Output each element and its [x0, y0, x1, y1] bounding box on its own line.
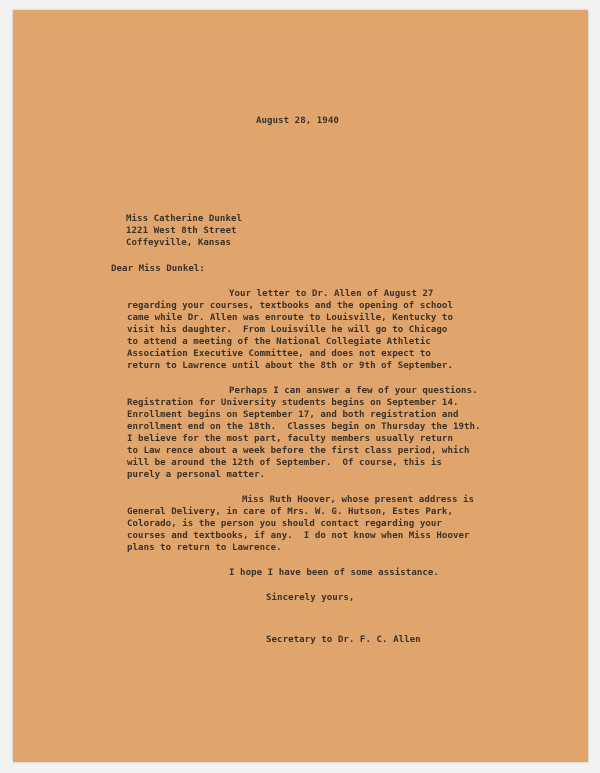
- closing-remark: I hope I have been of some assistance.: [229, 568, 439, 578]
- complimentary-close: Sincerely yours,: [266, 593, 355, 603]
- paragraph-line: Your letter to Dr. Allen of August 27: [229, 289, 434, 299]
- paragraph-line: Association Executive Committee, and does not expect to: [127, 349, 431, 359]
- paragraph-line: General Delivery, in care of Mrs. W. G. Hutson, Estes Park,: [127, 507, 453, 517]
- paragraph-line: to Law rence about a week before the first class period, which: [127, 446, 470, 456]
- paragraph-line: purely a personal matter.: [127, 470, 266, 480]
- paragraph-line: will be around the 12th of September. Of course, this is: [127, 458, 442, 468]
- paragraph-line: came while Dr. Allen was enroute to Louisville, Kentucky to: [127, 313, 453, 323]
- paragraph-line: Perhaps I can answer a few of your questions.: [229, 386, 478, 396]
- paragraph-line: Miss Ruth Hoover, whose present address is: [242, 495, 475, 505]
- paragraph-line: return to Lawrence until about the 8th or 9th of September.: [127, 361, 453, 371]
- paragraph-line: enrollment end on the 18th. Classes begin on Thursday the 19th.: [127, 422, 481, 432]
- paragraph-line: regarding your courses, textbooks and the opening of school: [127, 301, 453, 311]
- paragraph-line: to attend a meeting of the National Collegiate Athletic: [127, 337, 431, 347]
- paragraph-line: I believe for the most part, faculty members usually return: [127, 434, 453, 444]
- recipient-street: 1221 West 8th Street: [126, 226, 237, 236]
- paragraph-line: plans to return to Lawrence.: [127, 543, 282, 553]
- paragraph-line: Registration for University students begins on September 14.: [127, 398, 459, 408]
- recipient-name: Miss Catherine Dunkel: [126, 214, 243, 224]
- paragraph-line: courses and textbooks, if any. I do not know when Miss Hoover: [127, 531, 470, 541]
- letter-date: August 28, 1940: [256, 116, 339, 126]
- recipient-city: Coffeyville, Kansas: [126, 238, 231, 248]
- signature-block: Secretary to Dr. F. C. Allen: [266, 635, 421, 645]
- paragraph-line: Colorado, is the person you should contact regarding your: [127, 519, 442, 529]
- salutation: Dear Miss Dunkel:: [111, 264, 205, 274]
- paragraph-line: visit his daughter. From Louisville he will go to Chicago: [127, 325, 448, 335]
- paragraph-line: Enrollment begins on September 17, and both registration and: [127, 410, 459, 420]
- letter-page: [13, 10, 588, 762]
